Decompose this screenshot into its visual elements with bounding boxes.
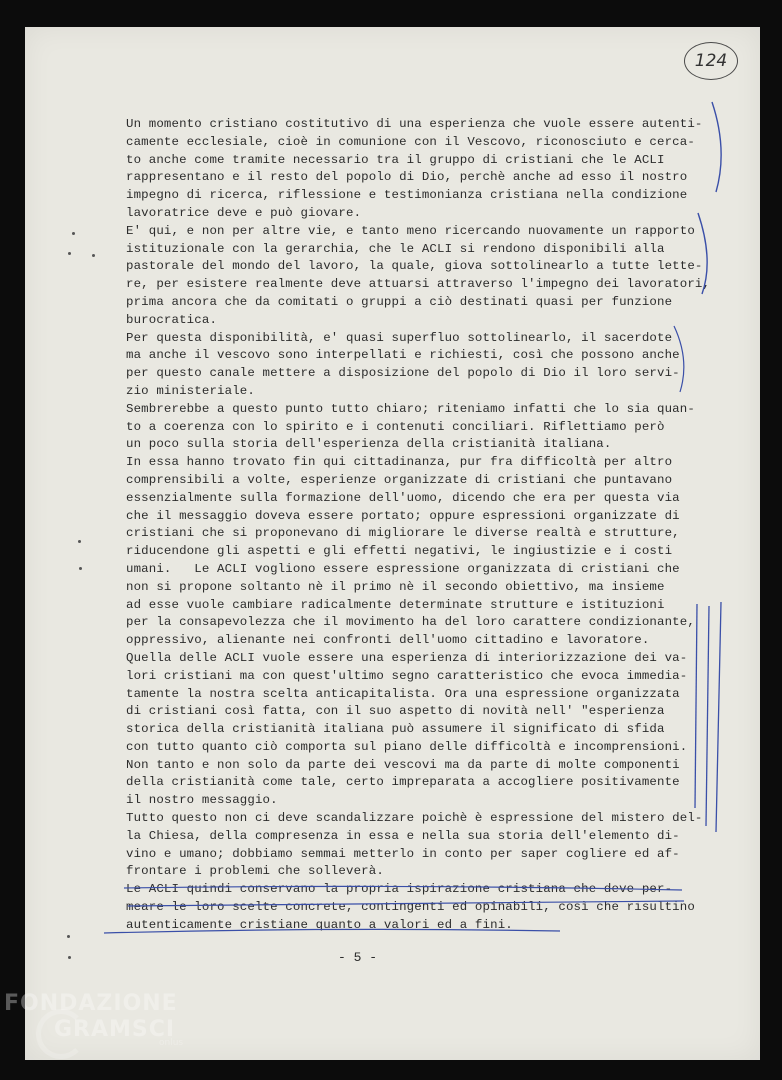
watermark-small: onlus bbox=[159, 1038, 184, 1048]
archive-watermark bbox=[4, 993, 183, 1048]
text-line: oppressivo, alienante nei confronti dell'uomo cittadino e lavoratore. bbox=[126, 633, 650, 648]
text-line: comprensibili a volte, esperienze organizzate di cristiani che puntavano bbox=[126, 472, 673, 487]
text-line: to anche come tramite necessario tra il gruppo di cristiani che le ACLI bbox=[126, 152, 665, 167]
text-line: rappresentano e il resto del popolo di Dio, perchè anche ad esso il nostro bbox=[126, 170, 688, 185]
text-line: istituzionale con la gerarchia, che le ACLI si rendono disponibili alla bbox=[126, 241, 665, 256]
text-line: impegno di ricerca, riflessione e testimonianza cristiana nella condizione bbox=[126, 188, 688, 203]
text-line: camente ecclesiale, cioè in comunione con il Vescovo, riconosciuto e cerca- bbox=[126, 134, 695, 149]
text-line: lavoratrice deve e può giovare. bbox=[126, 205, 362, 220]
text-line: riducendone gli aspetti e gli effetti negativi, le ingiustizie e i costi bbox=[126, 544, 673, 559]
text-line: autenticamente cristiane quanto a valori ed a fini. bbox=[126, 917, 513, 932]
text-line: per la consapevolezza che il movimento ha del loro carattere condizionante, bbox=[126, 615, 695, 630]
text-line: umani. Le ACLI vogliono essere espressione organizzata di cristiani che bbox=[126, 561, 680, 576]
text-line: lori cristiani ma con quest'ultimo segno caratteristico che evoca immedia- bbox=[126, 668, 688, 683]
text-line: ma anche il vescovo sono interpellati e richiesti, così che possono anche bbox=[126, 348, 680, 363]
text-line: to a coerenza con lo spirito e i contenuti conciliari. Riflettiamo però bbox=[126, 419, 665, 434]
text-line: In essa hanno trovato fin qui cittadinanza, pur fra difficoltà per altro bbox=[126, 455, 673, 470]
text-line: Le ACLI quindi conservano la propria ispirazione cristiana che deve per- bbox=[126, 882, 673, 897]
text-line: prima ancora che da comitati o gruppi a ciò destinati quasi per funzione bbox=[126, 294, 673, 309]
margin-dot bbox=[78, 540, 81, 543]
margin-dot bbox=[67, 935, 70, 938]
watermark-line2: GRAMSCI bbox=[54, 1017, 176, 1042]
margin-dot bbox=[79, 567, 82, 570]
text-line: per questo canale mettere a disposizione del popolo di Dio il loro servi- bbox=[126, 366, 680, 381]
text-line: frontare i problemi che solleverà. bbox=[126, 864, 384, 879]
margin-dot bbox=[68, 252, 71, 255]
text-line: ad esse vuole cambiare radicalmente determinate strutture e istituzioni bbox=[126, 597, 665, 612]
text-line: E' qui, e non per altre vie, e tanto meno ricercando nuovamente un rapporto bbox=[126, 223, 695, 238]
text-line: Sembrerebbe a questo punto tutto chiaro; riteniamo infatti che lo sia quan- bbox=[126, 401, 695, 416]
page-footer-number: - 5 - bbox=[338, 950, 378, 965]
margin-dot bbox=[92, 254, 95, 257]
text-line: della cristianità come tale, certo impreparata a accogliere positivamente bbox=[126, 775, 680, 790]
text-line: Per questa disponibilità, e' quasi superfluo sottolinearlo, il sacerdote bbox=[126, 330, 673, 345]
text-line: Quella delle ACLI vuole essere una esperienza di interiorizzazione dei va- bbox=[126, 650, 688, 665]
text-line: non si propone soltanto nè il primo nè il secondo obiettivo, ma insieme bbox=[126, 579, 665, 594]
body-text bbox=[126, 116, 716, 935]
text-line: meare le loro scelte concrete, contingenti ed opinabili, così che risultino bbox=[126, 900, 695, 915]
margin-dot bbox=[68, 956, 71, 959]
page-number-annotation: 124 bbox=[684, 42, 738, 80]
text-line: essenzialmente sulla formazione dell'uomo, dicendo che era per questa via bbox=[126, 490, 680, 505]
text-line: re, per esistere realmente deve attuarsi attraverso l'impegno dei lavoratori, bbox=[126, 277, 711, 292]
text-line: Non tanto e non solo da parte dei vescovi ma da parte di molte componenti bbox=[126, 757, 680, 772]
text-line: che il messaggio doveva essere portato; oppure espressioni organizzate di bbox=[126, 508, 680, 523]
text-line: storica della cristianità italiana può assumere il significato di sfida bbox=[126, 722, 665, 737]
text-line: il nostro messaggio. bbox=[126, 793, 278, 808]
text-line: tamente la nostra scelta anticapitalista. Ora una espressione organizzata bbox=[126, 686, 680, 701]
text-line: burocratica. bbox=[126, 312, 218, 327]
text-line: Un momento cristiano costitutivo di una esperienza che vuole essere autenti- bbox=[126, 117, 703, 131]
text-line: la Chiesa, della compresenza in essa e nella sua storia dell'elemento di- bbox=[126, 828, 680, 843]
text-line: un poco sulla storia dell'esperienza della cristianità italiana. bbox=[126, 437, 612, 452]
text-line: cristiani che si proponevano di migliorare le diverse realtà e strutture, bbox=[126, 526, 680, 541]
watermark-logo-icon bbox=[36, 1009, 86, 1059]
margin-dot bbox=[72, 232, 75, 235]
text-line: Tutto questo non ci deve scandalizzare poichè è espressione del mistero del- bbox=[126, 811, 703, 826]
watermark-line1: FONDAZIONE bbox=[4, 991, 178, 1016]
text-line: pastorale del mondo del lavoro, la quale, giova sottolinearlo a tutte lette- bbox=[126, 259, 703, 274]
text-line: di cristiani così fatta, con il suo aspetto di novità nell' "esperienza bbox=[126, 704, 665, 719]
text-line: vino e umano; dobbiamo semmai metterlo in conto per saper cogliere ed af- bbox=[126, 846, 680, 861]
text-line: zio ministeriale. bbox=[126, 383, 255, 398]
text-line: con tutto quanto ciò comporta sul piano delle difficoltà e incomprensioni. bbox=[126, 739, 688, 754]
